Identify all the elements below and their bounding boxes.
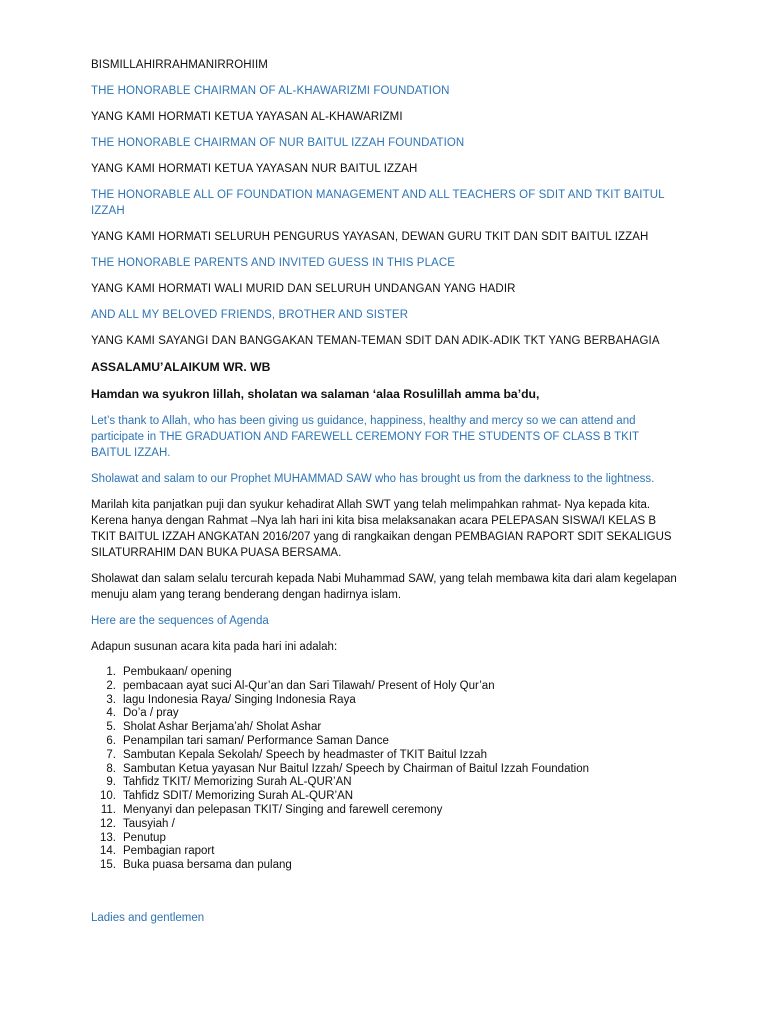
agenda-item-text: Menyanyi dan pelepasan TKIT/ Singing and farewell ceremony [123,803,443,816]
agenda-item-number: 7. [106,748,116,761]
sholawat-paragraph-id: Sholawat dan salam selalu tercurah kepada Nabi Muhammad SAW, yang telah membawa kita dari alam kegelapan menuju alam yang terang benderang dengan hadirnya islam. [91,573,677,601]
agenda-item-text: Tahfidz SDIT/ Memorizing Surah AL-QUR’AN [123,790,354,803]
agenda-item-number: 13. [100,831,116,844]
agenda-item-number: 12. [100,817,116,830]
agenda-item-number: 6. [106,734,116,747]
agenda-item [91,707,708,721]
agenda-item-text: Penampilan tari saman/ Performance Saman Dance [123,734,389,747]
agenda-item-text: Do’a / pray [123,707,179,720]
greeting-en-5: AND ALL MY BELOVED FRIENDS, BROTHER AND SISTER [91,309,409,321]
greeting-id-4: YANG KAMI HORMATI WALI MURID DAN SELURUH UNDANGAN YANG HADIR [91,283,516,295]
agenda-item-text: Sholat Ashar Berjama’ah/ Sholat Ashar [123,721,322,734]
agenda-item-text: Penutup [123,831,166,844]
agenda-item-text: Pembukaan/ opening [123,666,232,678]
agenda-item-text: Sambutan Kepala Sekolah/ Speech by headmaster of TKIT Baitul Izzah [123,748,487,761]
agenda-item [91,735,708,749]
greeting-en-2: THE HONORABLE CHAIRMAN OF NUR BAITUL IZZAH FOUNDATION [91,137,465,149]
greeting-id-5: YANG KAMI SAYANGI DAN BANGGAKAN TEMAN-TEMAN SDIT DAN ADIK-ADIK TKT YANG BERBAHAGIA [91,335,660,347]
agenda-item-number: 11. [100,803,116,816]
agenda-item-number: 5. [106,721,116,734]
salam: ASSALAMU’ALAIKUM WR. WB [91,360,271,374]
greeting-id-2: YANG KAMI HORMATI KETUA YAYASAN NUR BAITUL IZZAH [91,163,418,175]
agenda-heading-en: Here are the sequences of Agenda [91,615,269,627]
sholawat-paragraph-en: Sholawat and salam to our Prophet MUHAMMAD SAW who has brought us from the darkness to the lightness. [91,473,655,485]
opening-basmalah: BISMILLAHIRRAHMANIRROHIIM [91,59,268,71]
agenda-item [91,845,708,859]
syukur-paragraph-id: Marilah kita panjatkan puji dan syukur kehadirat Allah SWT yang telah melimpahkan rahmat- Nya kepada kita. Kerena hanya dengan Rahmat –Nya lah hari ini kita bisa melaksanakan acara PELEPASAN SISWA/I KELAS B TKIT BAITUL IZZAH ANGKATAN 2016/207 yang di rangkaikan dengan PEMBAGIAN RAPORT SDIT SEKALIGUS SILATURRAHIM DAN BUKA PUASA BERSAMA. [91,499,672,559]
agenda-item [91,859,708,873]
agenda-item [91,721,708,735]
greeting-en-1: THE HONORABLE CHAIRMAN OF AL-KHAWARIZMI FOUNDATION [91,85,450,97]
agenda-item [91,818,708,832]
agenda-item-text: lagu Indonesia Raya/ Singing Indonesia Raya [123,693,356,706]
agenda-item [91,790,708,804]
agenda-item-number: 8. [106,762,116,775]
greeting-id-3: YANG KAMI HORMATI SELURUH PENGURUS YAYASAN, DEWAN GURU TKIT DAN SDIT BAITUL IZZAH [91,231,649,243]
greeting-id-1: YANG KAMI HORMATI KETUA YAYASAN AL-KHAWARIZMI [91,111,403,123]
agenda-item [91,804,708,818]
agenda-item [91,832,708,846]
hamdalah: Hamdan wa syukron lillah, sholatan wa salaman ‘alaa Rosulillah amma ba’du, [91,387,540,401]
closing-address: Ladies and gentlemen [91,911,205,924]
agenda-item [91,666,708,680]
agenda-item-text: pembacaan ayat suci Al-Qur’an dan Sari Tilawah/ Present of Holy Qur’an [123,679,495,692]
agenda-item [91,763,708,777]
agenda-item-number: 2. [106,679,116,692]
agenda-heading-id: Adapun susunan acara kita pada hari ini adalah: [91,641,338,653]
agenda-item-number: 4. [106,707,116,720]
thanks-paragraph-en: Let’s thank to Allah, who has been giving us guidance, happiness, healthy and mercy so we can attend and participate in THE GRADUATION AND FAREWELL CEREMONY FOR THE STUDENTS OF CLASS B TKIT BAITUL IZZAH. [91,415,639,459]
agenda-item-number: 3. [106,693,116,706]
agenda-item-text: Tausyiah / [123,817,175,830]
agenda-item-number: 14. [100,845,116,858]
agenda-item-text: Buka puasa bersama dan pulang [123,859,292,872]
agenda-item-text: Tahfidz TKIT/ Memorizing Surah AL-QUR’AN [123,776,352,789]
agenda-list [91,666,708,873]
agenda-item-text: Pembagian raport [123,845,215,858]
agenda-item [91,776,708,790]
agenda-item-number: 1. [106,666,116,678]
agenda-item-number: 10. [100,790,116,803]
agenda-item-text: Sambutan Ketua yayasan Nur Baitul Izzah/ Speech by Chairman of Baitul Izzah Foundation [123,762,590,775]
agenda-item [91,680,708,694]
greeting-en-3: THE HONORABLE ALL OF FOUNDATION MANAGEMENT AND ALL TEACHERS OF SDIT AND TKIT BAITUL IZZAH [91,189,665,217]
agenda-item-number: 15. [100,859,116,872]
greeting-en-4: THE HONORABLE PARENTS AND INVITED GUESS IN THIS PLACE [91,257,456,269]
agenda-item [91,694,708,708]
agenda-item [91,749,708,763]
agenda-item-number: 9. [106,776,116,789]
